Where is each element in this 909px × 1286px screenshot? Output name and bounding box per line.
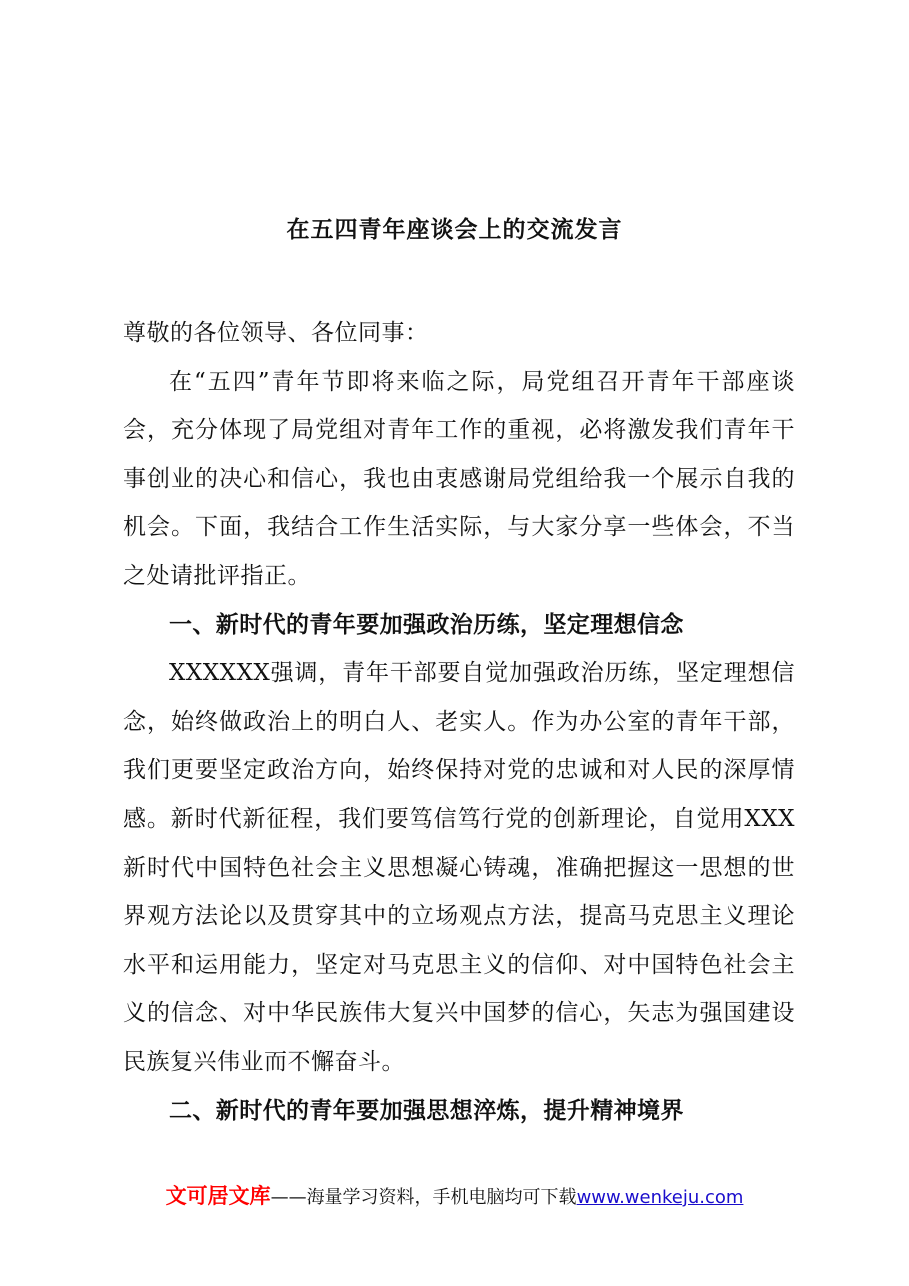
document-title: 在五四青年座谈会上的交流发言 <box>286 217 623 243</box>
intro-paragraph: 在“五四”青年节即将来临之际，局党组召开青年干部座谈会，充分体现了局党组对青年工作的重视，必将激发我们青年干事创业的决心和信心，我也由衷感谢局党组给我一个展示自我的机会。下面，我结合工作生活实际，与大家分享一些体会，不当之处请批评指正。 <box>123 368 795 589</box>
footer-brand: 文可居文库 <box>165 1184 271 1208</box>
document-body <box>123 309 795 1135</box>
section-body-1: XXXXXX强调，青年干部要自觉加强政治历练，坚定理想信念，始终做政治上的明白人、老实人。作为办公室的青年干部，我们更要坚定政治方向，始终保持对党的忠诚和对人民的深厚情感。新时代新征程，我们要笃信笃行党的创新理论，自觉用XXX新时代中国特色社会主义思想凝心铸魂，准确把握这一思想的世界观方法论以及贯穿其中的立场观点方法，提高马克思主义理论水平和运用能力，坚定对马克思主义的信仰、对中国特色社会主义的信念、对中华民族伟大复兴中国梦的信心，矢志为强国建设民族复兴伟业而不懈奋斗。 <box>123 660 795 1075</box>
salutation: 尊敬的各位领导、各位同事： <box>123 320 429 346</box>
footer-banner <box>0 1181 909 1213</box>
footer-website-link[interactable]: www.wenkeju.com <box>576 1187 744 1208</box>
section-heading-2: 二、新时代的青年要加强思想淬炼，提升精神境界 <box>169 1097 684 1124</box>
section-heading-1: 一、新时代的青年要加强政治历练，坚定理想信念 <box>169 611 684 638</box>
footer-slogan: ——海量学习资料，手机电脑均可下载 <box>270 1187 577 1208</box>
